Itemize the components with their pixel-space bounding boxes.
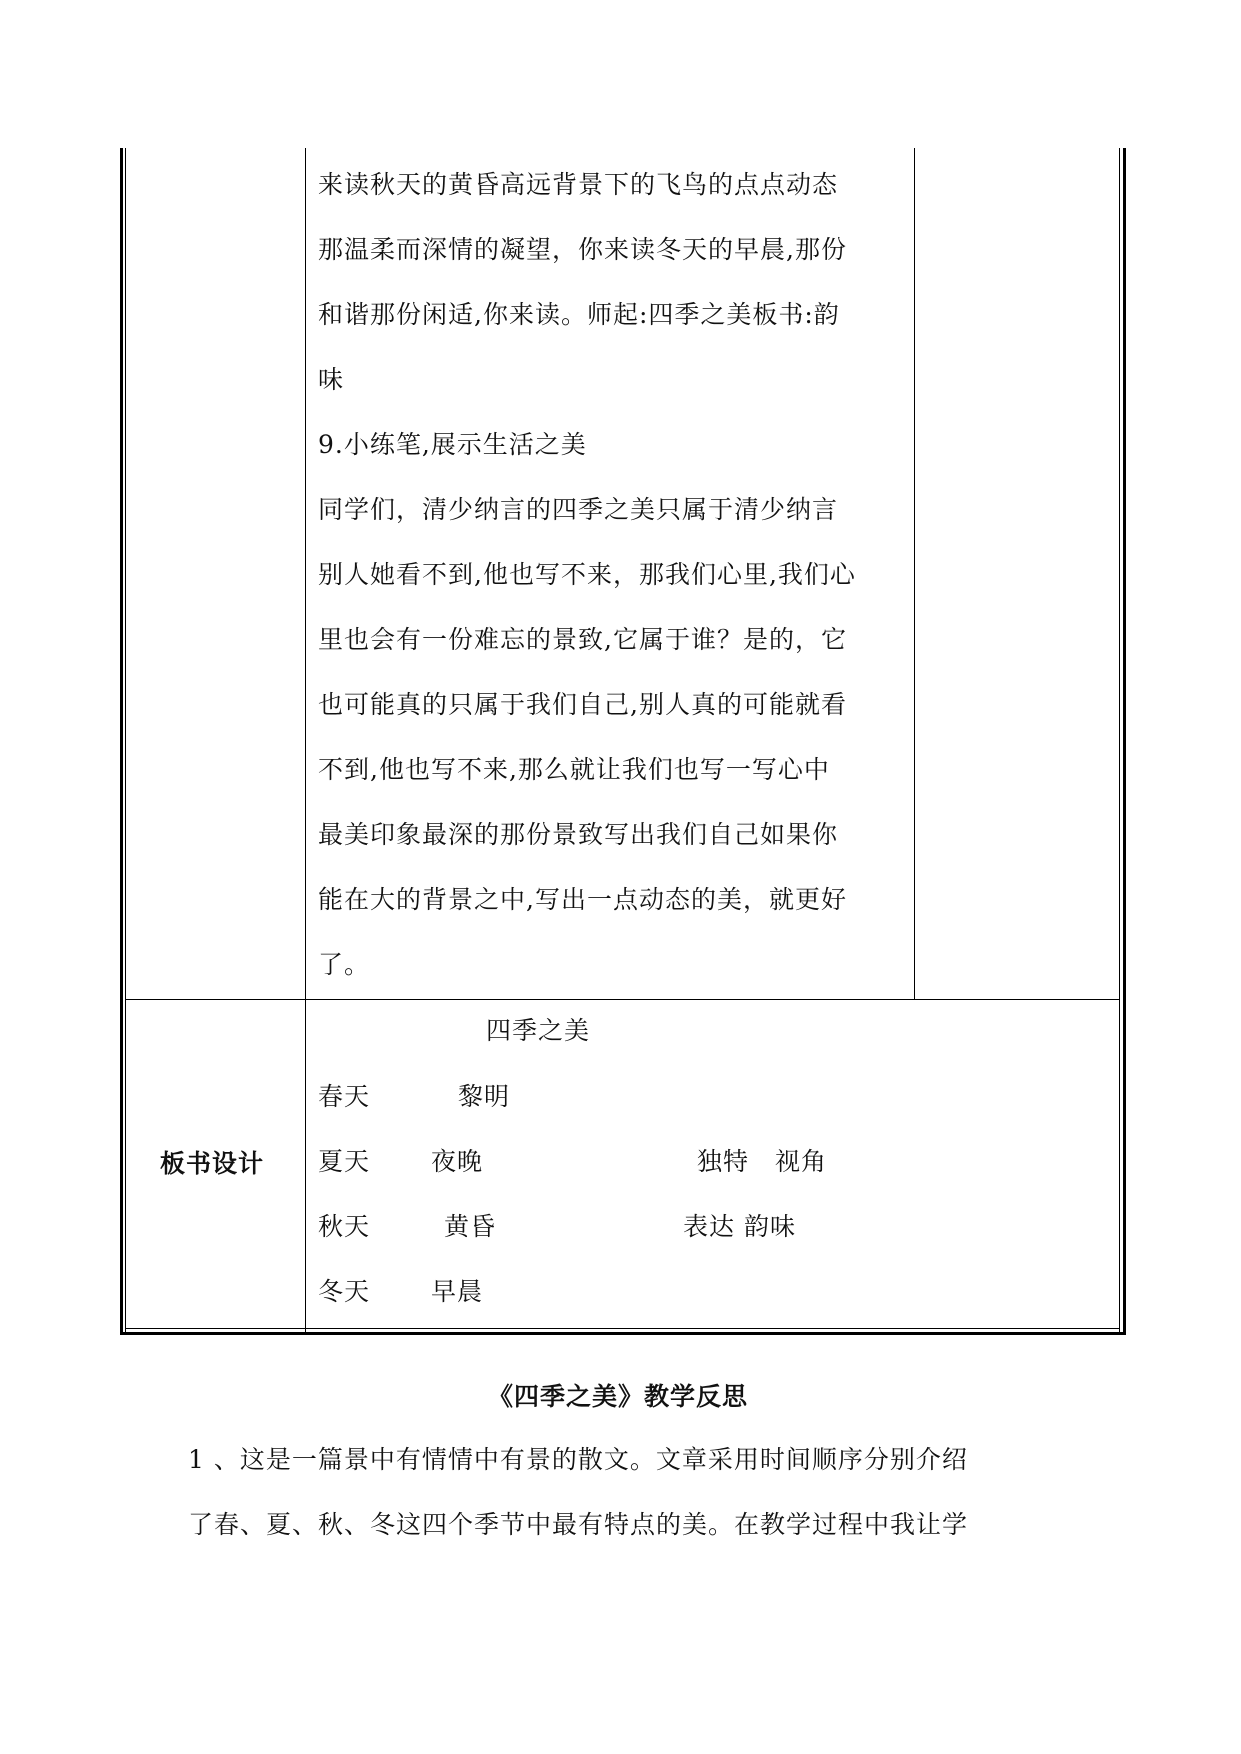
- table-notes-column-divider: [914, 148, 915, 999]
- board-design-label: 板书设计: [160, 1149, 265, 1178]
- process-line: 不到,他也写不来,那么就让我们也写一写心中: [318, 755, 830, 784]
- process-line: 和谐那份闲适,你来读。师起:四季之美板书:韵: [318, 300, 840, 329]
- board-time: 早晨: [431, 1277, 484, 1306]
- process-line: 味: [318, 365, 345, 394]
- process-line: 来读秋天的黄昏高远背景下的飞鸟的点点动态: [318, 170, 839, 199]
- reflection-title: 《四季之美》教学反思: [488, 1382, 749, 1411]
- process-line: 也可能真的只属于我们自己,别人真的可能就看: [318, 690, 847, 719]
- table-row-divider: [125, 999, 1120, 1000]
- process-line: 了。: [318, 950, 371, 979]
- table-label-column-divider: [305, 148, 306, 1334]
- table-left-outer-border: [120, 148, 123, 1335]
- reflection-line: 1 、这是一篇景中有情情中有景的散文。文章采用时间顺序分别介绍: [188, 1445, 968, 1474]
- table-bottom-inner-border: [125, 1328, 1120, 1329]
- board-time: 夜晚: [431, 1147, 484, 1176]
- board-title: 四季之美: [486, 1016, 591, 1045]
- process-line: 最美印象最深的那份景致写出我们自己如果你: [318, 820, 839, 849]
- board-time: 黎明: [458, 1082, 511, 1111]
- board-note: 独特 视角: [697, 1147, 828, 1176]
- board-season: 秋天: [318, 1212, 371, 1241]
- board-time: 黄昏: [444, 1212, 497, 1241]
- process-line: 9.小练笔,展示生活之美: [318, 430, 587, 459]
- board-season: 夏天: [318, 1147, 371, 1176]
- table-bottom-outer-border: [120, 1332, 1126, 1335]
- reflection-line: 了春、夏、秋、冬这四个季节中最有特点的美。在教学过程中我让学: [188, 1510, 969, 1539]
- board-season: 春天: [318, 1082, 371, 1111]
- process-line: 别人她看不到,他也写不来，那我们心里,我们心: [318, 560, 856, 589]
- board-note: 表达 韵味: [683, 1212, 796, 1241]
- process-line: 能在大的背景之中,写出一点动态的美，就更好: [318, 885, 847, 914]
- process-line: 那温柔而深情的凝望，你来读冬天的早晨,那份: [318, 235, 847, 264]
- board-season: 冬天: [318, 1277, 371, 1306]
- table-left-inner-border: [125, 148, 126, 1335]
- process-line: 里也会有一份难忘的景致,它属于谁？是的，它: [318, 625, 847, 654]
- table-right-outer-border: [1123, 148, 1126, 1335]
- table-right-inner-border: [1119, 148, 1120, 1335]
- process-line: 同学们，清少纳言的四季之美只属于清少纳言: [318, 495, 839, 524]
